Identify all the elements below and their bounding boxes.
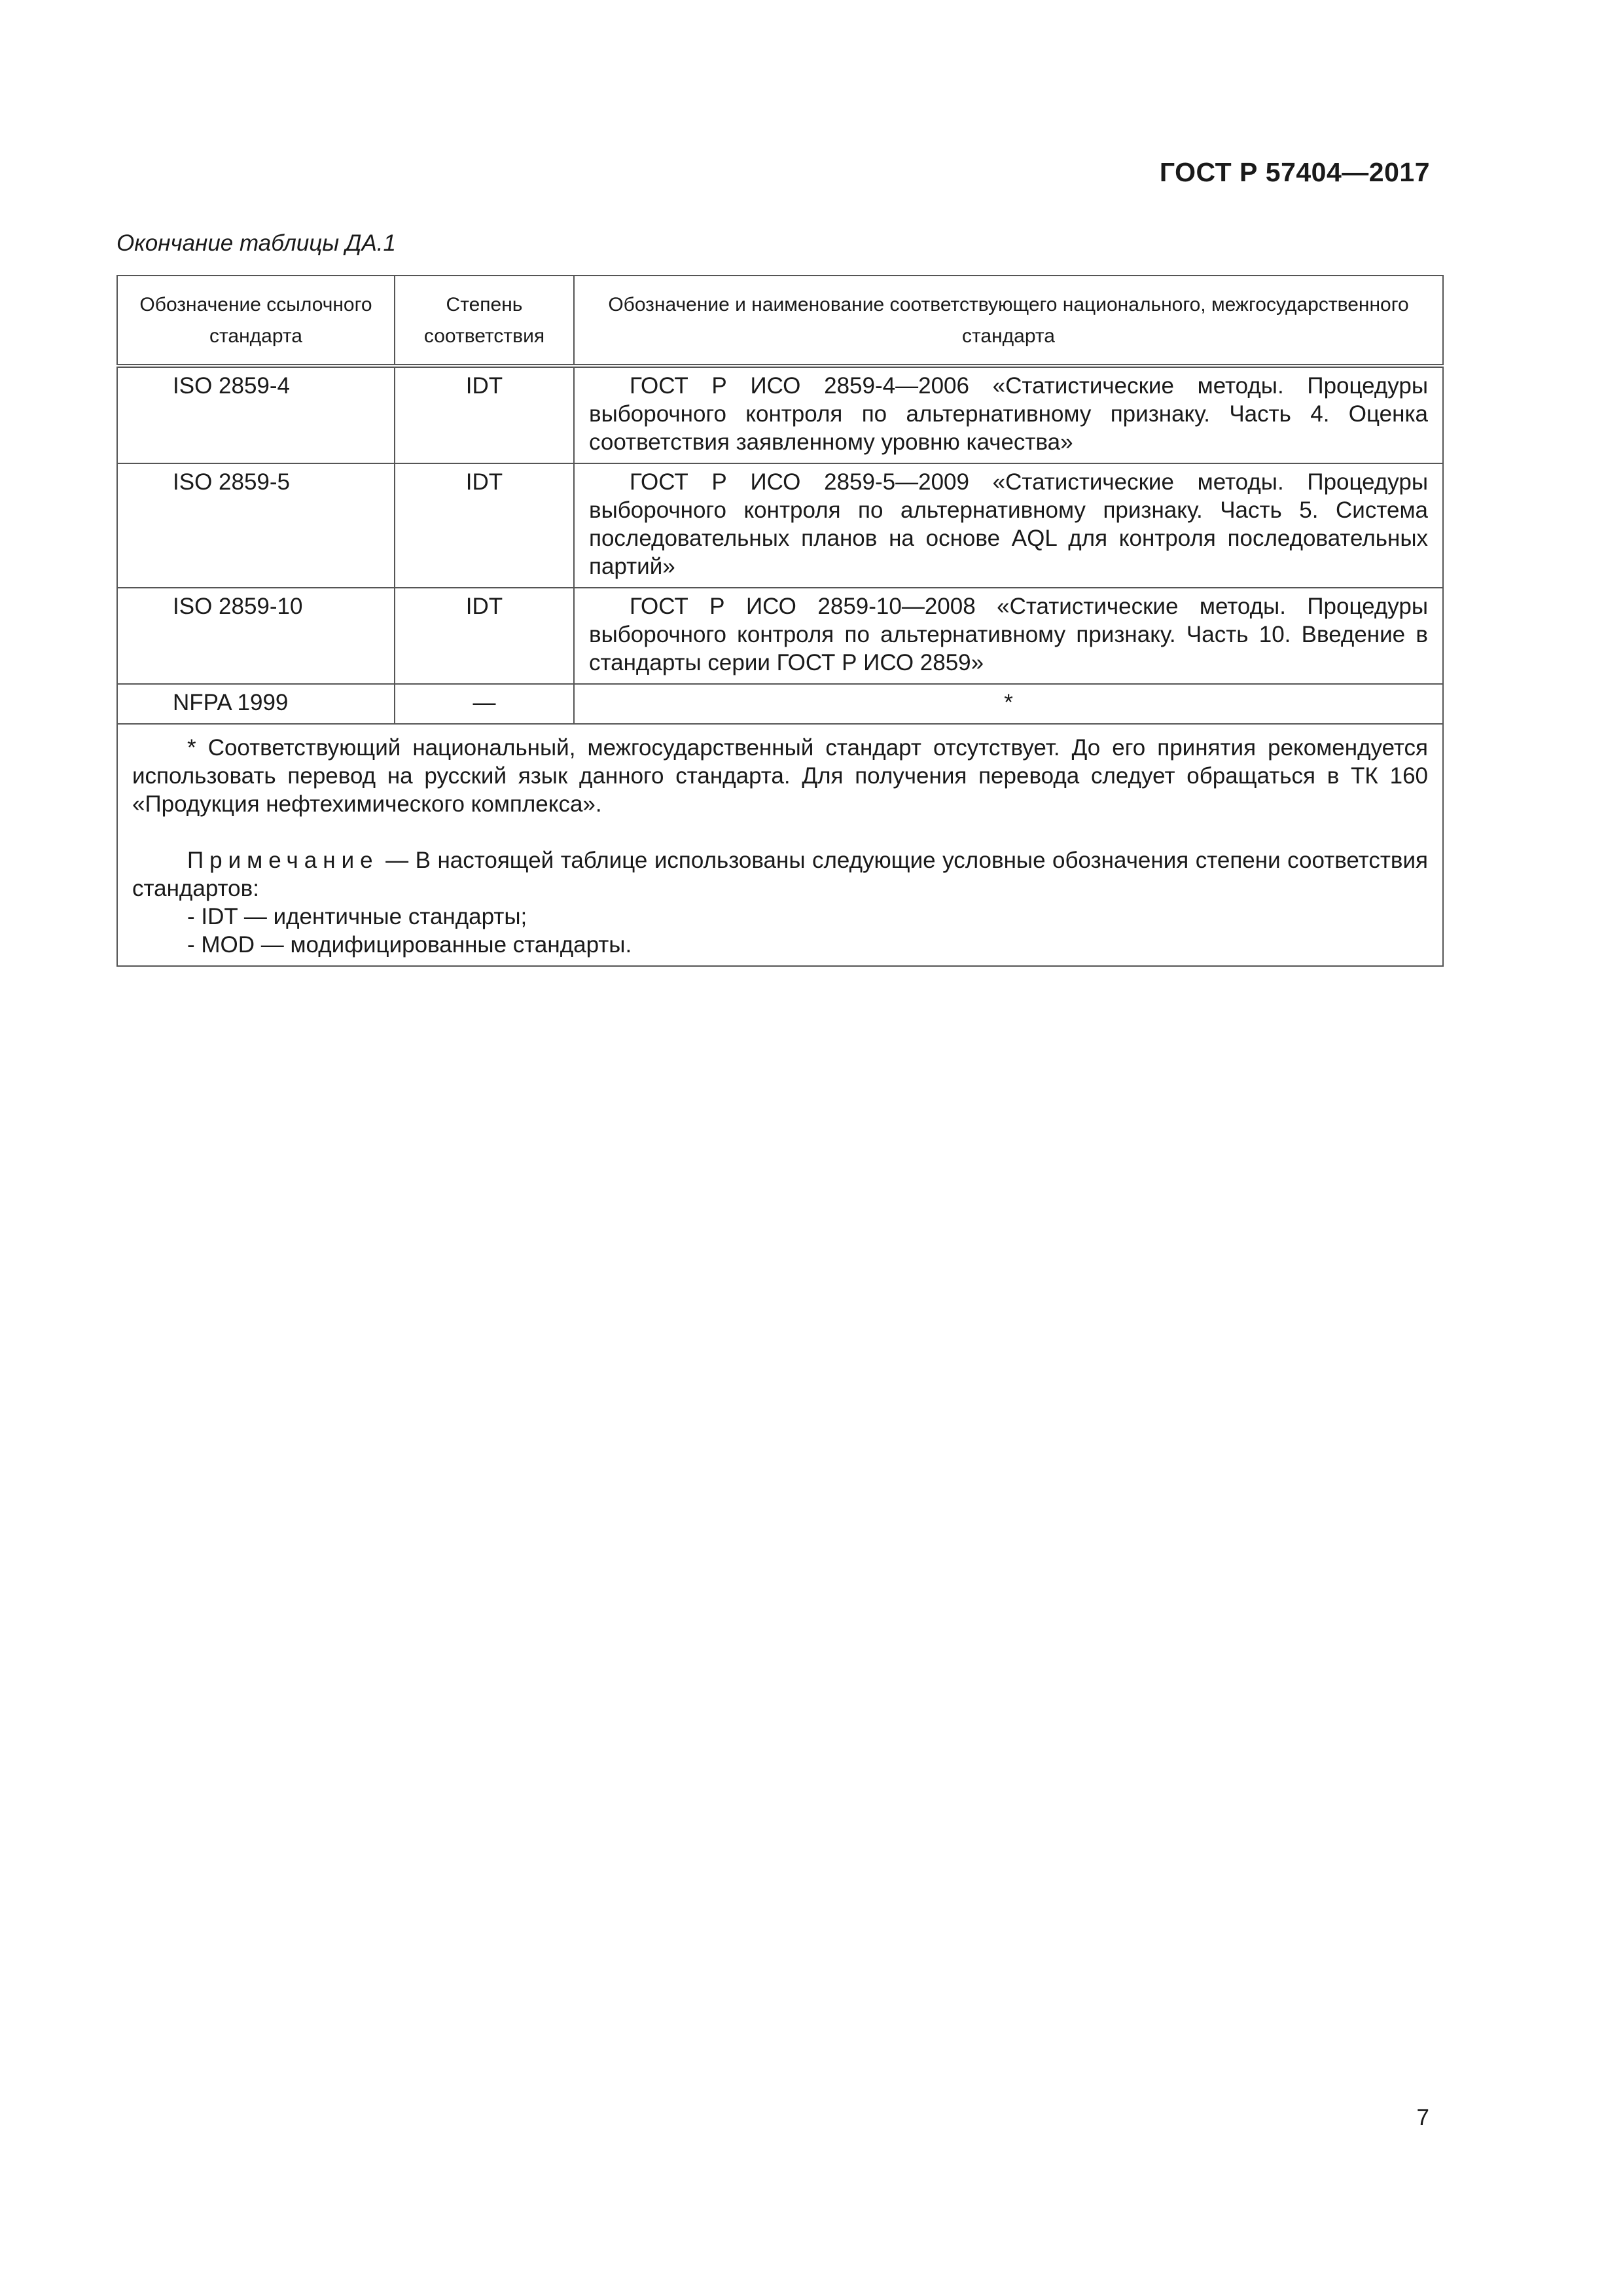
- table-row: [117, 684, 1443, 724]
- column-header-national: Обозначение и наименование соответствующего национального, межгосударственного стандарта: [574, 276, 1443, 366]
- national-standard-cell: ГОСТ Р ИСО 2859-10—2008 «Статистические методы. Процедуры выборочного контроля по альтернативному признаку. Часть 10. Введение в стандарты серии ГОСТ Р ИСО 2859»: [574, 588, 1443, 684]
- degree-cell: IDT: [395, 366, 574, 463]
- table-note: [132, 846, 1428, 903]
- degree-cell: —: [395, 684, 574, 724]
- table-row: [117, 463, 1443, 588]
- national-standard-cell: ГОСТ Р ИСО 2859-4—2006 «Статистические методы. Процедуры выборочного контроля по альтернативному признаку. Часть 4. Оценка соответствия заявленному уровню качества»: [574, 366, 1443, 463]
- column-header-degree: Степень соответствия: [395, 276, 574, 366]
- standards-table: [116, 275, 1444, 967]
- note-list-item: - MOD — модифицированные стандарты.: [187, 932, 632, 958]
- ref-standard-cell: ISO 2859-5: [117, 463, 395, 588]
- table-row: [117, 366, 1443, 463]
- national-standard-cell: *: [574, 684, 1443, 724]
- table-row: [117, 588, 1443, 684]
- note-list-item: - IDT — идентичные стандарты;: [187, 904, 527, 929]
- table-footnote: * Соответствующий национальный, межгосударственный стандарт отсутствует. До его принятия рекомендуется использовать перевод на русский язык данного стандарта. Для получения перевода следует обращаться в ТК 160 «Продукция нефтехимического комплекса».: [132, 735, 1428, 817]
- notes-row: [117, 724, 1443, 966]
- national-standard-cell: ГОСТ Р ИСО 2859-5—2009 «Статистические методы. Процедуры выборочного контроля по альтернативному признаку. Часть 5. Система последовательных планов на основе AQL для контроля последовательных партий»: [574, 463, 1443, 588]
- note-label: Примечание: [187, 848, 379, 873]
- page-number: 7: [1416, 2105, 1429, 2130]
- table-caption: Окончание таблицы ДА.1: [116, 230, 396, 256]
- degree-cell: IDT: [395, 588, 574, 684]
- document-code: ГОСТ Р 57404—2017: [1159, 157, 1430, 187]
- note-text: — В настоящей таблице использованы следующие условные обозначения степени соответствия стандартов:: [132, 848, 1428, 901]
- column-header-ref: Обозначение ссылочного стандарта: [117, 276, 395, 366]
- degree-cell: IDT: [395, 463, 574, 588]
- ref-standard-cell: NFPA 1999: [117, 684, 395, 724]
- ref-standard-cell: ISO 2859-10: [117, 588, 395, 684]
- notes-cell: [117, 724, 1443, 966]
- ref-standard-cell: ISO 2859-4: [117, 366, 395, 463]
- table-header-row: [117, 276, 1443, 366]
